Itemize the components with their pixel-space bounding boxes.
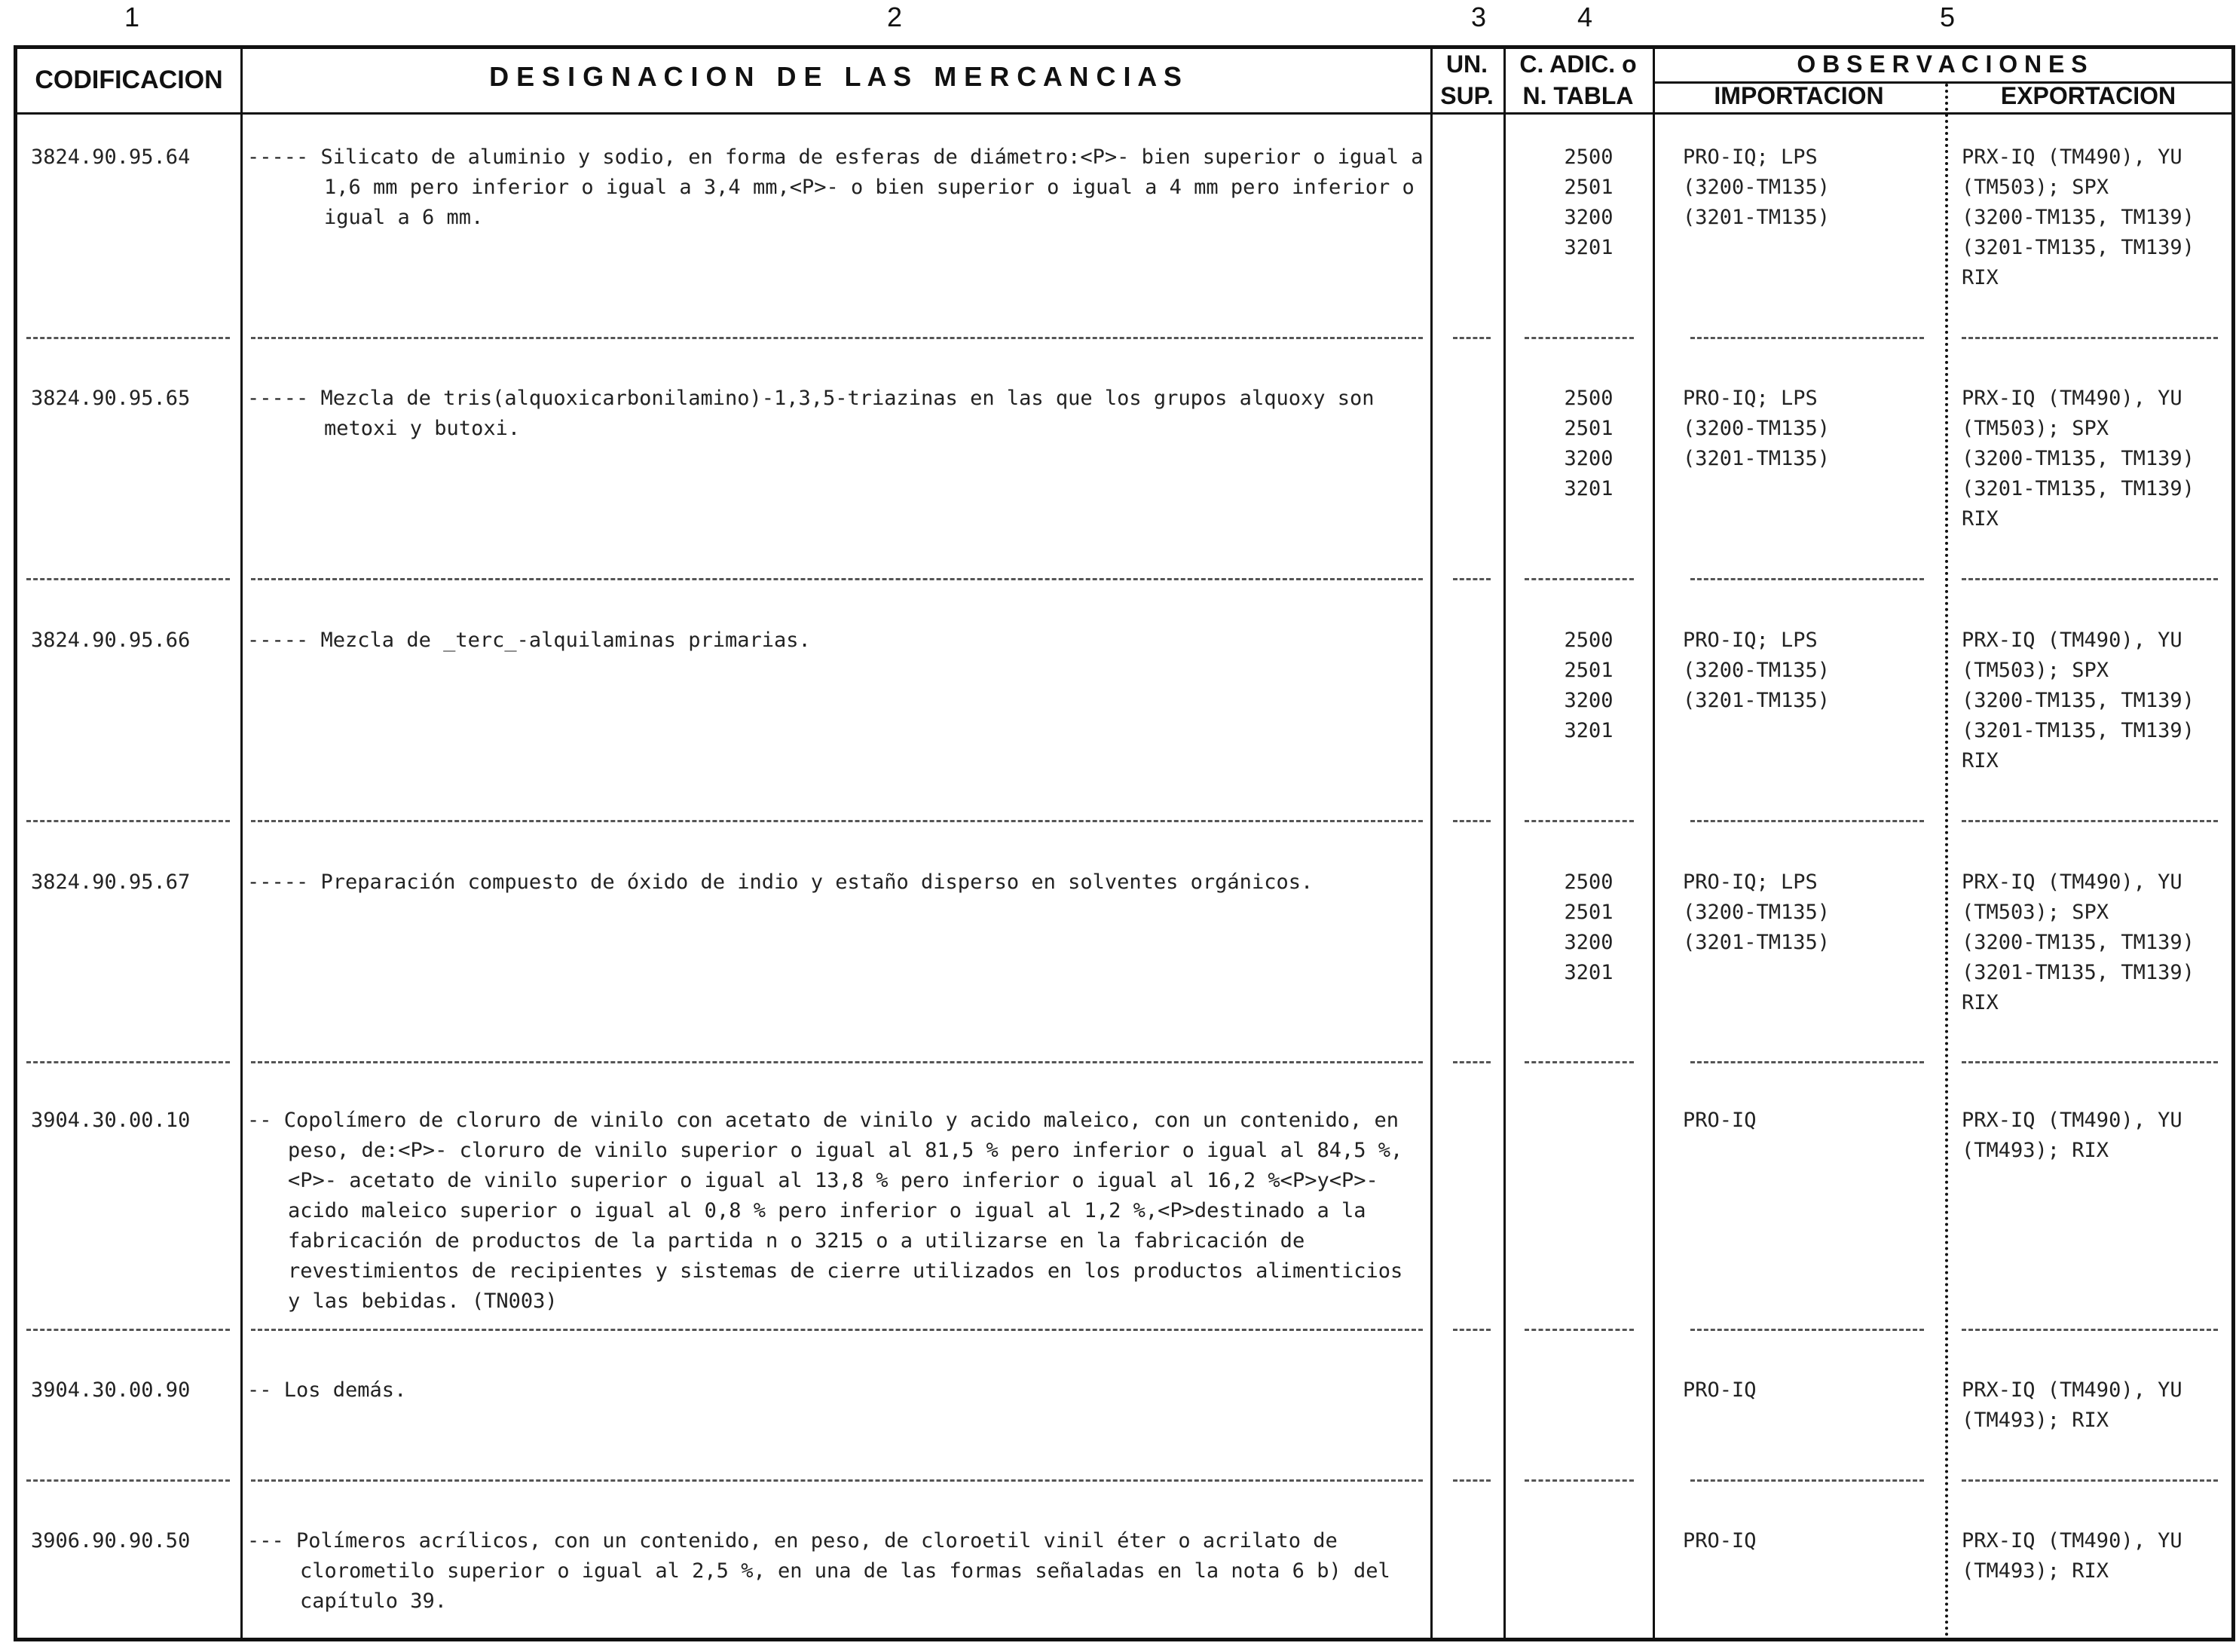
row-separator xyxy=(1962,1329,2218,1331)
row-exportacion: PRX-IQ (TM490), YU (TM503); SPX (3200-TM135, TM139) (3201-TM135, TM139) RIX xyxy=(1962,629,2195,772)
row-code: 3824.90.95.67 xyxy=(31,870,191,894)
row-separator xyxy=(251,578,1423,580)
row-separator xyxy=(26,1479,230,1482)
header-c-adic: C. ADIC. o xyxy=(1519,50,1637,78)
row-separator xyxy=(1690,1061,1924,1063)
row-separator xyxy=(1962,578,2218,580)
row-designation-text: ----- Silicato de aluminio y sodio, en forma de esferas de diámetro:<P>- bien superior o igual a 1,6 mm pero inferior o igual a 3,4 mm,<P>- o bien superior o igual a 4 mm pero inferior o igual a 6 mm. xyxy=(247,145,1436,229)
row-separator xyxy=(26,1329,230,1331)
row-designation-text: -- Los demás. xyxy=(247,1378,407,1402)
row-separator xyxy=(1690,1479,1924,1482)
header-codificacion: CODIFICACION xyxy=(35,66,223,94)
row-separator xyxy=(251,1061,1423,1063)
row-separator xyxy=(1453,1061,1491,1063)
column-number-2: 2 xyxy=(886,2,903,32)
row-separator xyxy=(251,820,1423,822)
row-separator xyxy=(1525,820,1634,822)
row-designation xyxy=(247,142,1445,233)
row-code: 3824.90.95.65 xyxy=(31,387,191,410)
row-exportacion: PRX-IQ (TM490), YU (TM503); SPX (3200-TM135, TM139) (3201-TM135, TM139) RIX xyxy=(1962,387,2195,531)
row-separator xyxy=(26,337,230,339)
row-designation-text: ----- Mezcla de tris(alquoxicarbonilamino)-1,3,5-triazinas en las que los grupos alquoxy son metoxi y butoxi. xyxy=(247,387,1387,440)
row-designation xyxy=(247,384,1445,444)
row-exportacion: PRX-IQ (TM490), YU (TM503); SPX (3200-TM135, TM139) (3201-TM135, TM139) RIX xyxy=(1962,145,2195,289)
row-importacion: PRO-IQ; LPS (3200-TM135) (3201-TM135) xyxy=(1683,870,1831,954)
row-separator xyxy=(1525,578,1634,580)
tariff-table xyxy=(14,45,2235,1641)
row-separator xyxy=(251,1329,1423,1331)
row-separator xyxy=(1453,820,1491,822)
header-observaciones: O B S E R V A C I O N E S xyxy=(1797,50,2088,78)
row-exportacion: PRX-IQ (TM490), YU (TM493); RIX xyxy=(1962,1529,2182,1583)
row-importacion: PRO-IQ; LPS (3200-TM135) (3201-TM135) xyxy=(1683,629,1831,712)
row-designation-text: ----- Mezcla de _terc_-alquilaminas primarias. xyxy=(247,629,811,652)
header-importacion: IMPORTACION xyxy=(1714,82,1884,109)
row-designation-text: --- Polímeros acrílicos, con un contenido, en peso, de cloroetil vinil éter o acrilato de clorometilo superior o igual al 2,5 %, en una de las formas señaladas en la nota 6 b) del capítulo 39. xyxy=(247,1529,1402,1613)
row-code: 3904.30.00.10 xyxy=(31,1109,191,1132)
column-divider xyxy=(240,49,243,1638)
column-number-1: 1 xyxy=(124,2,140,32)
row-tabla: 2500 2501 3200 3201 xyxy=(1564,387,1613,500)
header-n-tabla: N. TABLA xyxy=(1522,82,1634,109)
row-importacion: PRO-IQ; LPS (3200-TM135) (3201-TM135) xyxy=(1683,387,1831,470)
row-separator xyxy=(26,1061,230,1063)
row-separator xyxy=(1962,1061,2218,1063)
column-number-3: 3 xyxy=(1470,2,1487,32)
row-separator xyxy=(26,820,230,822)
row-exportacion: PRX-IQ (TM490), YU (TM503); SPX (3200-TM135, TM139) (3201-TM135, TM139) RIX xyxy=(1962,870,2195,1014)
row-importacion: PRO-IQ xyxy=(1683,1529,1757,1553)
row-tabla: 2500 2501 3200 3201 xyxy=(1564,870,1613,984)
row-importacion: PRO-IQ xyxy=(1683,1378,1757,1402)
row-designation xyxy=(247,1106,1423,1317)
row-separator xyxy=(1453,337,1491,339)
column-number-4: 4 xyxy=(1577,2,1593,32)
row-separator xyxy=(251,1479,1423,1482)
row-separator xyxy=(1525,1061,1634,1063)
column-divider xyxy=(1653,49,1655,1638)
observaciones-divider xyxy=(1945,84,1948,1638)
row-code: 3824.90.95.66 xyxy=(31,629,191,652)
row-separator xyxy=(1525,337,1634,339)
row-tabla: 2500 2501 3200 3201 xyxy=(1564,629,1613,742)
row-separator xyxy=(1962,1479,2218,1482)
row-designation xyxy=(247,1526,1445,1617)
row-separator xyxy=(1690,820,1924,822)
row-designation xyxy=(247,867,1445,898)
row-designation-text: -- Copolímero de cloruro de vinilo con acetato de vinilo y acido maleico, con un contenido, en peso, de:<P>- cloruro de vinilo superior o igual al 81,5 % pero inferior o igual al 84,5 %,<P>- acetato de vinilo superior o igual al 13,8 % pero inferior o igual al 16,2 %<P>y<P>- acido maleico superior o igual al 0,8 % pero inferior o igual al 1,2 %,<P>destinado a la fabricación de productos de la partida n o 3215 o a utilizarse en la fabricación de revestimientos de recipientes y sistemas de cierre utilizados en los productos alimenticios y las bebidas. (TN003) xyxy=(247,1109,1415,1313)
header-exportacion: EXPORTACION xyxy=(2000,82,2176,109)
row-code: 3904.30.00.90 xyxy=(31,1378,191,1402)
row-separator xyxy=(1690,1329,1924,1331)
header-un: UN. xyxy=(1445,50,1488,78)
row-separator xyxy=(1453,578,1491,580)
row-designation xyxy=(247,1375,1445,1406)
row-exportacion: PRX-IQ (TM490), YU (TM493); RIX xyxy=(1962,1378,2182,1432)
header-sup: SUP. xyxy=(1440,82,1494,109)
row-separator xyxy=(1453,1479,1491,1482)
row-separator xyxy=(1962,337,2218,339)
row-exportacion: PRX-IQ (TM490), YU (TM493); RIX xyxy=(1962,1109,2182,1162)
column-number-5: 5 xyxy=(1939,2,1956,32)
row-separator xyxy=(1525,1479,1634,1482)
row-importacion: PRO-IQ; LPS (3200-TM135) (3201-TM135) xyxy=(1683,145,1831,229)
row-importacion: PRO-IQ xyxy=(1683,1109,1757,1132)
row-separator xyxy=(1690,337,1924,339)
row-separator xyxy=(251,337,1423,339)
column-divider xyxy=(1503,49,1506,1638)
row-tabla: 2500 2501 3200 3201 xyxy=(1564,145,1613,259)
row-designation xyxy=(247,626,1445,656)
row-separator xyxy=(1453,1329,1491,1331)
row-separator xyxy=(1690,578,1924,580)
row-code: 3906.90.90.50 xyxy=(31,1529,191,1553)
row-separator xyxy=(1525,1329,1634,1331)
row-separator xyxy=(1962,820,2218,822)
header-designacion: D E S I G N A C I O N D E L A S M E R C A N C I A S xyxy=(489,61,1182,92)
header-rule xyxy=(17,112,2231,115)
row-code: 3824.90.95.64 xyxy=(31,145,191,169)
row-separator xyxy=(26,578,230,580)
row-designation-text: ----- Preparación compuesto de óxido de indio y estaño disperso en solventes orgánicos. xyxy=(247,870,1314,894)
